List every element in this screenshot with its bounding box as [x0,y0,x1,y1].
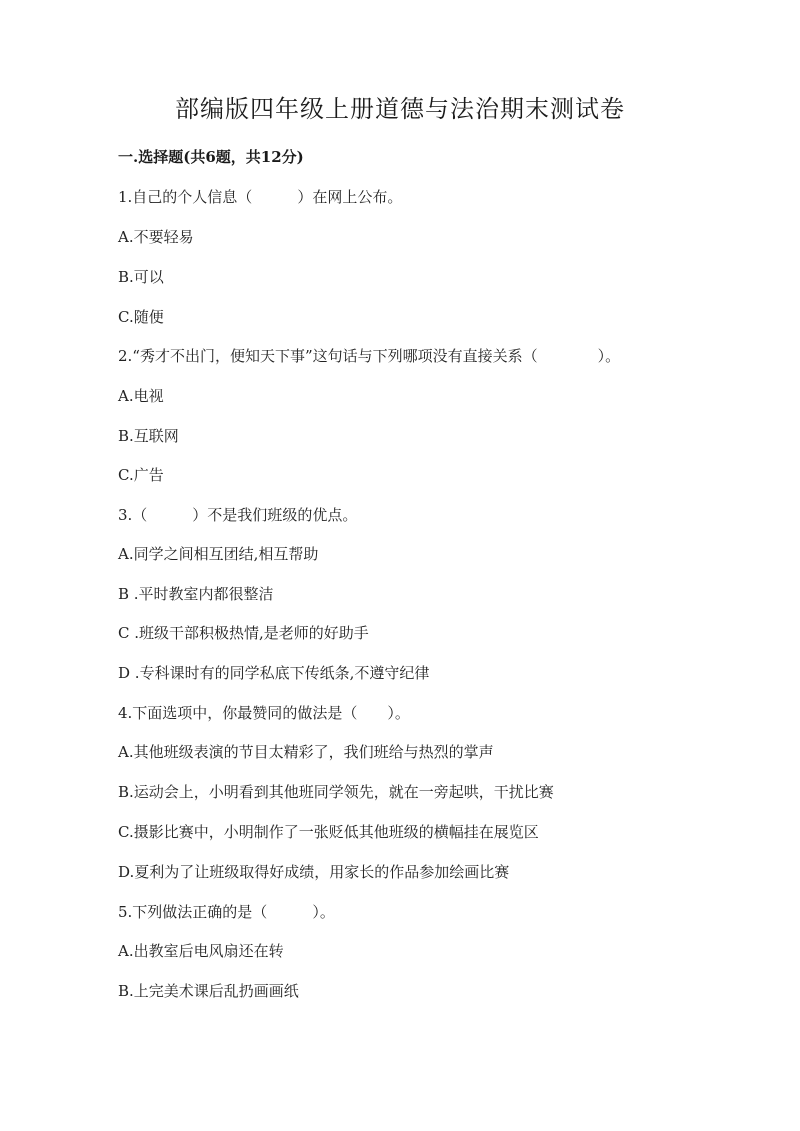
question-stem: 2.“秀才不出门，便知天下事”这句话与下列哪项没有直接关系（ ）。 [118,347,621,365]
answer-option: A.其他班级表演的节目太精彩了，我们班给与热烈的掌声 [118,743,494,761]
answer-option: C .班级干部积极热情,是老师的好助手 [118,624,369,642]
answer-option: D.夏利为了让班级取得好成绩，用家长的作品参加绘画比赛 [118,863,510,881]
question-stem: 5.下列做法正确的是（ ）。 [118,903,335,921]
answer-option: B.上完美术课后乱扔画画纸 [118,982,299,1000]
answer-option: B.互联网 [118,427,179,445]
answer-option: A.同学之间相互团结,相互帮助 [118,545,319,563]
answer-option: B .平时教室内都很整洁 [118,585,274,603]
answer-option: A.出教室后电风扇还在转 [118,942,284,960]
answer-option: A.电视 [118,387,164,405]
answer-option: A.不要轻易 [118,228,194,246]
question-stem: 3.（ ）不是我们班级的优点。 [118,506,358,524]
answer-option: B.可以 [118,268,164,286]
answer-option: B.运动会上，小明看到其他班同学领先，就在一旁起哄，干扰比赛 [118,783,554,801]
section-heading: 一.选择题(共6题，共12分) [118,148,304,166]
question-stem: 1.自己的个人信息（ ）在网上公布。 [118,188,403,206]
answer-option: C.随便 [118,308,164,326]
question-stem: 4.下面选项中，你最赞同的做法是（ ）。 [118,704,410,722]
answer-option: D .专科课时有的同学私底下传纸条,不遵守纪律 [118,664,430,682]
answer-option: C.广告 [118,466,164,484]
answer-option: C.摄影比赛中，小明制作了一张贬低其他班级的横幅挂在展览区 [118,823,539,841]
page-title: 部编版四年级上册道德与法治期末测试卷 [175,95,625,123]
